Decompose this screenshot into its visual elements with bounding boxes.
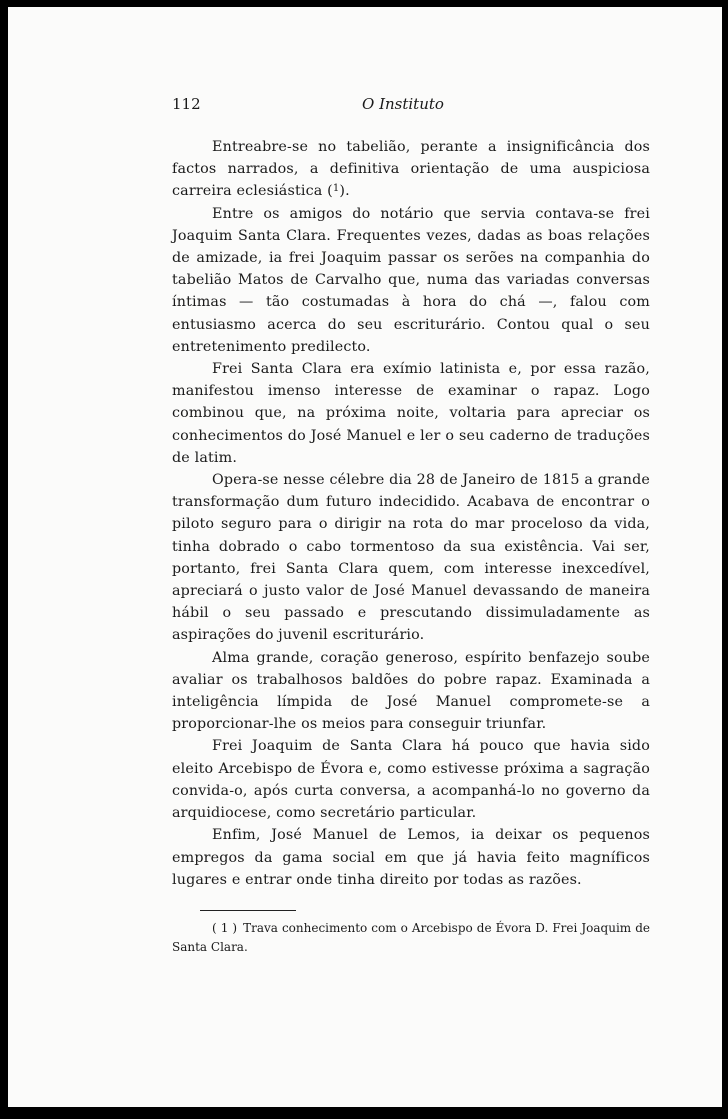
- footnote: [172, 919, 650, 957]
- paragraph-3: Frei Santa Clara era exímio latinista e, por essa razão, manifestou imenso interesse de examinar o rapaz. Logo combinou que, na próxima noite, voltaria para apreciar os conhecimentos do José Manuel e ler o seu caderno de traduções de latim.: [172, 361, 650, 466]
- paragraph-1-text: Entreabre-se no tabelião, perante a insignificância dos factos narrados, a definitiva orientação de uma auspiciosa carreira eclesiástica (: [172, 139, 650, 200]
- paragraph-7: Enfim, José Manuel de Lemos, ia deixar os pequenos empregos da gama social em que já havia feito magníficos lugares e entrar onde tinha direito por todas as razões.: [172, 827, 650, 888]
- footnote-marker: ( 1 ): [212, 921, 238, 935]
- paragraph-5: Alma grande, coração generoso, espírito benfazejo soube avaliar os trabalhosos baldões do pobre rapaz. Examinada a inteligência límpida de José Manuel compromete-se a proporcionar-lhe os meios para conseguir triunfar.: [172, 649, 650, 733]
- page-number: 112: [172, 95, 201, 113]
- footnote-divider: [200, 910, 296, 911]
- footnote-text: Trava conhecimento com o Arcebispo de Évora D. Frei Joaquim de Santa Clara.: [172, 921, 650, 954]
- body-text: [172, 136, 650, 891]
- running-title: O Instituto: [362, 95, 444, 113]
- paragraph-1-closing: ).: [339, 183, 350, 200]
- footnote-reference: 1: [332, 183, 340, 195]
- paragraph-1: [172, 136, 650, 203]
- paragraph-2: Entre os amigos do notário que servia contava-se frei Joaquim Santa Clara. Frequentes vezes, dadas as boas relações de amizade, ia frei Joaquim passar os serões na companhia do tabelião Matos de Carvalho que, numa das variadas conversas íntimas — tão costumadas à hora do chá —, falou com entusiasmo acerca do seu escriturário. Contou qual o seu entretenimento predilecto.: [172, 205, 650, 355]
- paragraph-4: Opera-se nesse célebre dia 28 de Janeiro de 1815 a grande transformação dum futuro indecidido. Acabava de encontrar o piloto seguro para o dirigir na rota do mar proceloso da vida, tinha dobrado o cabo tormentoso da sua existência. Vai ser, portanto, frei Santa Clara quem, com interesse inexcedível, apreciará o justo valor de José Manuel devassando de maneira hábil o seu passado e prescutando dissimuladamente as aspirações do juvenil escriturário.: [172, 472, 650, 644]
- paragraph-6: Frei Joaquim de Santa Clara há pouco que havia sido eleito Arcebispo de Évora e, como estivesse próxima a sagração convida-o, após curta conversa, a acompanhá-lo no governo da arquidiocese, como secretário particular.: [172, 738, 650, 822]
- running-head: [172, 95, 650, 115]
